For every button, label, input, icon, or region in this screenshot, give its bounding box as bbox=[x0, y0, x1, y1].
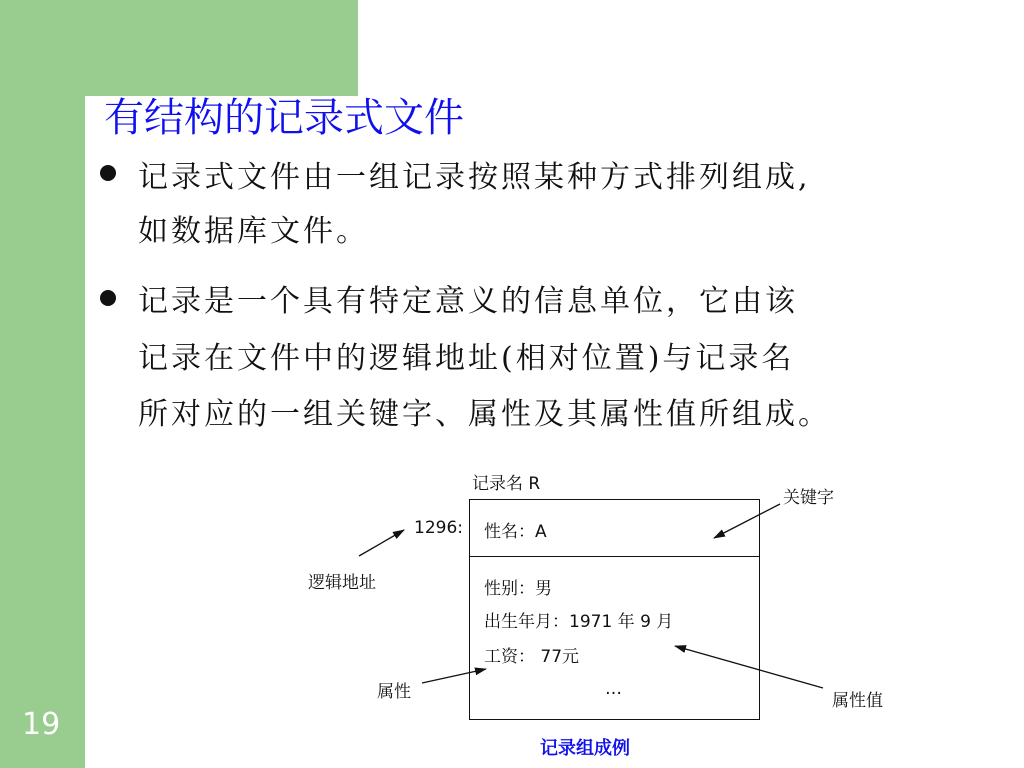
arrow-keyword bbox=[714, 504, 780, 538]
callout-keyword: 关键字 bbox=[783, 488, 834, 508]
field-gender: 性别：男 bbox=[484, 579, 552, 599]
field-birth: 出生年月：1971 年 9 月 bbox=[484, 612, 674, 632]
diagram-caption: 记录组成例 bbox=[540, 738, 630, 759]
bullet-1-line-1: 记录式文件由一组记录按照某种方式排列组成, bbox=[138, 160, 811, 195]
bullet-2-line-2: 记录在文件中的逻辑地址(相对位置)与记录名 bbox=[138, 341, 795, 376]
arrow-attribute bbox=[422, 669, 486, 683]
address-label: 1296: bbox=[414, 518, 463, 538]
bullet-1-line-2: 如数据库文件。 bbox=[138, 214, 369, 249]
slide-title: 有结构的记录式文件 bbox=[104, 95, 464, 141]
field-salary: 工资： 77元 bbox=[484, 647, 580, 667]
callout-attribute-value: 属性值 bbox=[832, 691, 883, 711]
key-field: 性名：A bbox=[484, 522, 547, 542]
arrow-attribute-value bbox=[675, 646, 823, 688]
arrow-logical-address bbox=[359, 530, 404, 556]
slide-number: 19 bbox=[22, 707, 61, 742]
field-ellipsis: … bbox=[605, 679, 622, 699]
bullet-2-line-1: 记录是一个具有特定意义的信息单位，它由该 bbox=[138, 284, 798, 319]
callout-attribute: 属性 bbox=[377, 682, 411, 702]
bullet-2-line-3: 所对应的一组关键字、属性及其属性值所组成。 bbox=[138, 397, 831, 432]
record-name-label: 记录名 R bbox=[472, 474, 541, 494]
callout-logical-address: 逻辑地址 bbox=[308, 573, 376, 593]
